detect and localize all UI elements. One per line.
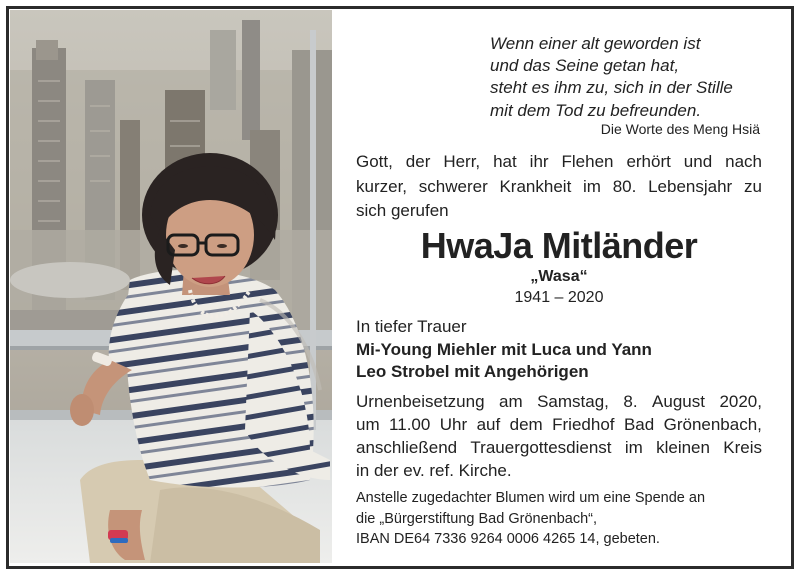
portrait-image	[10, 10, 332, 563]
funeral-word: Kreis	[723, 438, 762, 457]
funeral-word: 2020,	[719, 392, 762, 411]
intro-word: Flehen	[561, 152, 614, 171]
funeral-word: um	[356, 415, 380, 434]
mourners-heading: In tiefer Trauer	[356, 317, 467, 336]
funeral-line-4: in der ev. ref. Kirche.	[356, 461, 512, 480]
donation-line: die „Bürgerstiftung Bad Grönenbach“,	[356, 510, 597, 527]
intro-word: 80.	[612, 176, 637, 196]
intro-word: zu	[743, 176, 762, 196]
intro-word: ihr	[529, 152, 549, 171]
mourner-line: Leo Strobel mit Angehörigen	[356, 362, 589, 381]
intro-word: Gott,	[356, 152, 393, 171]
funeral-word: Urnenbeisetzung	[356, 392, 485, 411]
funeral-line-2	[356, 413, 762, 436]
funeral-line-1	[356, 390, 762, 413]
intro-word: kurzer,	[356, 176, 408, 196]
funeral-word: anschließend	[356, 438, 458, 457]
funeral-word: Grönenbach,	[663, 415, 762, 434]
quote-line: und das Seine getan hat,	[490, 56, 680, 76]
funeral-word: Trauergottesdienst	[470, 438, 612, 457]
intro-word: im	[583, 176, 601, 196]
mourner-line: Mi-Young Miehler mit Luca und Yann	[356, 339, 652, 359]
deceased-name: HwaJa Mitländer	[420, 225, 698, 266]
life-years: 1941 – 2020	[514, 289, 604, 306]
intro-word: hat	[493, 152, 517, 171]
funeral-word: im	[624, 438, 643, 457]
donation-line: IBAN DE64 7336 9264 0006 4265 14, gebeten.	[356, 531, 660, 547]
quote-source: Die Worte des Meng Hsiä	[600, 121, 760, 137]
intro-word: Lebensjahr	[648, 176, 733, 196]
donation-line: Anstelle zugedachter Blumen wird um eine Spende an	[356, 490, 706, 506]
donation-note	[356, 488, 762, 550]
intro-word: und	[683, 152, 713, 171]
intro-word: nach	[725, 152, 762, 171]
quote-line: steht es ihm zu, sich in der Stille	[490, 78, 733, 98]
deceased-nickname: „Wasa“	[530, 268, 588, 285]
quote-line: mit dem Tod zu befreunden.	[490, 100, 702, 120]
funeral-word: Friedhof	[552, 415, 615, 434]
funeral-word: Bad	[623, 415, 655, 434]
funeral-word: Uhr	[439, 415, 468, 434]
intro-line-2	[356, 175, 762, 200]
funeral-word: August	[652, 392, 705, 411]
funeral-word: kleinen	[656, 438, 710, 457]
intro-word: der	[405, 152, 431, 171]
funeral-word: Samstag,	[537, 392, 609, 411]
quote-line: Wenn einer alt geworden ist	[490, 34, 701, 53]
funeral-word: 8.	[623, 392, 638, 411]
funeral-word: am	[499, 392, 523, 411]
intro-word: Krankheit	[499, 176, 572, 196]
funeral-word: 11.00	[389, 415, 431, 434]
mourners-block	[356, 316, 762, 384]
intro-line-3: sich gerufen	[356, 201, 449, 220]
epigraph-quote	[490, 33, 790, 122]
funeral-word: dem	[509, 415, 543, 434]
intro-text	[356, 150, 762, 224]
intro-word: schwerer	[418, 176, 488, 196]
intro-word: Herr,	[443, 152, 481, 171]
funeral-line-3	[356, 436, 762, 459]
portrait-photo	[10, 10, 332, 563]
intro-word: erhört	[626, 152, 671, 171]
intro-line-1	[356, 150, 762, 175]
funeral-word: auf	[476, 415, 501, 434]
funeral-details	[356, 390, 762, 482]
